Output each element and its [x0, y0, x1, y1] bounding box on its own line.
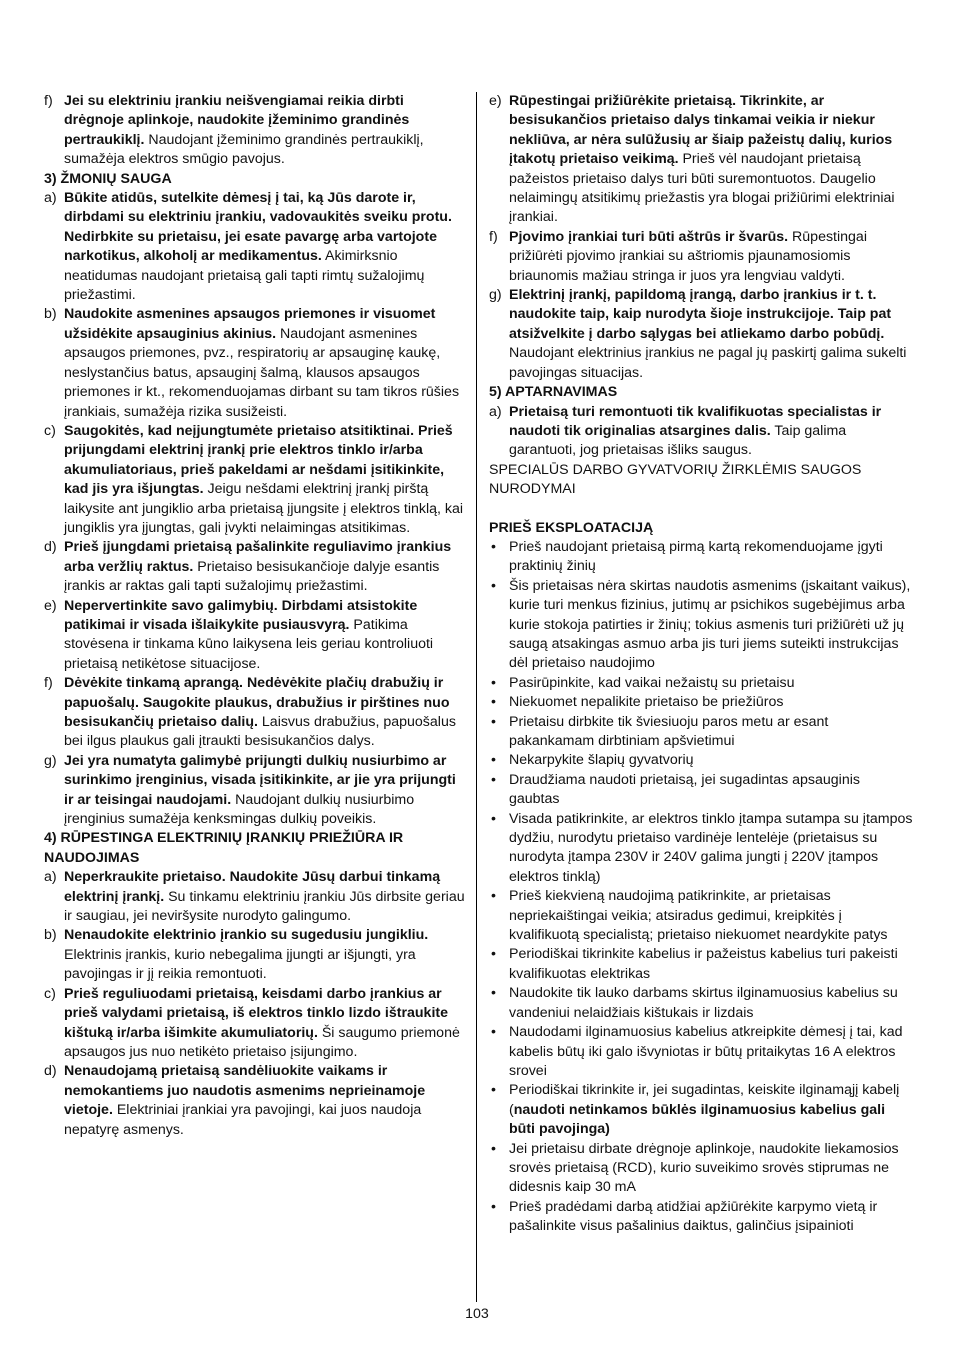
item-plain-text: Prietaiso besisukančioje dalyje esantis įrankis ar raktas gali tapti sužalojimų priežastimi.: [64, 558, 440, 595]
instruction-item: [44, 674, 466, 752]
bullet-text: [509, 1023, 913, 1081]
item-plain-text: Taip galima garantuoti, jog prietaisas išliks saugus.: [509, 422, 847, 459]
bullet-icon: •: [491, 946, 496, 963]
bullet-item: [489, 538, 913, 577]
item-text: [64, 1062, 466, 1140]
bullet-plain-text: Periodiškai tikrinkite kabelius ir pažeistus kabelius turi pakeisti kvalifikuotas elektrikas: [509, 946, 898, 982]
item-text: [64, 926, 466, 984]
bullet-plain-text: Draudžiama naudoti prietaisą, jei sugadintas apsauginis gaubtas: [509, 771, 860, 808]
item-plain-text: Naudojant asmenines apsaugos priemones, pvz., respiratorių ar apsauginę kaukę, neslystančius batus, apsauginį šalmą, klausos apsaugos priemones ir kt., rekomenduojamas dirbant su tam tikros rūšies įrankiais, sumažėja rizika susižeisti.: [64, 325, 460, 420]
bullet-plain-text: Periodiškai tikrinkite ir, jei sugadintas, keiskite ilginamąjį kabelį (: [509, 1082, 900, 1118]
item-marker: e): [489, 93, 502, 109]
item-marker: d): [44, 539, 57, 556]
bullet-plain-text: Pasirūpinkite, kad vaikai nežaistų su prietaisu: [509, 674, 795, 691]
bullet-bold-text: naudoti netinkamos būklės ilginamuosius kabelius gali būti pavojinga): [509, 1101, 886, 1138]
item-text: [64, 868, 466, 926]
bullet-item: [489, 1023, 913, 1081]
bullet-item: [489, 693, 913, 712]
bullet-text: [509, 984, 913, 1023]
bullet-plain-text: Prietaisu dirbkite tik šviesiuoju paros metu ar esant pakankamam dirbtiniam apšvietimui: [509, 713, 829, 749]
instruction-item: [44, 752, 466, 830]
bullet-plain-text: Visada patikrinkite, ar elektros tinklo įtampa sutampa su įtampos dydžiu, nurodytu prietaiso vardinėje lentelėje (prietaisus su nurodyta įtampa 230V ir 240V galima jungti į 220V įtampos elektros tinklą): [509, 810, 913, 885]
item-plain-text: Patikima stovėsena ir tinkama kūno laikysena leis geriau kontroliuoti prietaisą netikėtose situacijose.: [64, 616, 434, 672]
item-plain-text: Naudojant elektrinius įrankius ne pagal jų paskirtį galima sukelti pavojingas situacijas.: [509, 345, 907, 381]
item-marker: b): [44, 306, 57, 323]
item-bold-text: Saugokitės, kad neįjungtumėte prietaiso atsitiktinai. Prieš prijungdami elektrinį įrankį prie elektros tinklo ir/arba akumuliatoriaus, prieš pakeldami ar nešdami įsitikinkite, kad jis yra išjungtas.: [64, 422, 453, 498]
item-bold-text: Rūpestingai prižiūrėkite prietaisą. Tikrinkite, ar besisukančios prietaiso dalys tinkamai veikia ir niekur nekliūva, ar nėra sulūžusių ar šiaip pažeistų dalių, kurios įtakotų prietaiso veikimą.: [509, 93, 893, 168]
bullet-icon: •: [491, 577, 496, 594]
item-plain-text: Prieš vėl naudojant prietaisą pažeistos prietaiso dalys turi būti suremontuotos. Daugelio nelaimingų atsitikimų priežastis yra blogai prižiūrimi elektriniai įrankiai.: [509, 151, 895, 226]
instruction-item: [489, 403, 913, 461]
item-text: [64, 189, 466, 305]
bullet-icon: •: [491, 538, 496, 555]
item-bold-text: Prietaisą turi remontuoti tik kvalifikuotas specialistas ir naudoti tik originalias atsargines dalis.: [509, 403, 882, 439]
bullet-text: [509, 1140, 913, 1198]
item-marker: d): [44, 1063, 57, 1080]
item-bold-text: Nenaudokite elektrinio įrankio su sugedusiu jungikliu.: [64, 927, 429, 944]
instruction-item: [44, 926, 466, 984]
item-marker: c): [44, 985, 56, 1002]
item-bold-text: Pjovimo įrankiai turi būti aštrūs ir švarūs.: [509, 228, 789, 245]
bullet-text: [509, 538, 913, 577]
item-marker: f): [44, 675, 53, 692]
section-heading: 4) RŪPESTINGA ELEKTRINIŲ ĮRANKIŲ PRIEŽIŪRA IR NAUDOJIMAS: [44, 830, 404, 866]
column-divider: [476, 92, 477, 1302]
bullet-text: [509, 887, 913, 945]
item-marker: a): [44, 869, 57, 886]
bullet-icon: •: [491, 694, 496, 711]
item-bold-text: Būkite atidūs, sutelkite dėmesį į tai, ką Jūs darote ir, dirbdami su elektriniu įrankiu, vadovaukitės sveiku protu. Nedirbkite su prietaisu, jei esate pavargę arba vartojote narkotikus, alkoholį ar medikamentus.: [64, 190, 452, 265]
bullet-text: [509, 577, 913, 674]
item-bold-text: Prieš įjungdami prietaisą pašalinkite reguliavimo įrankius arba veržlių raktus.: [64, 539, 452, 575]
bullet-item: [489, 945, 913, 984]
bullet-text: [509, 1198, 913, 1237]
instruction-item: [44, 422, 466, 538]
bullet-item: [489, 810, 913, 888]
item-text: [509, 92, 913, 228]
bullet-text: [509, 810, 913, 888]
bullet-icon: •: [491, 1082, 496, 1099]
item-bold-text: Dėvėkite tinkamą aprangą. Nedėvėkite plačių drabužių ir papuošalų. Saugokite plaukus, drabužius ir pirštines nuo besisukančių prietaiso dalių.: [64, 675, 450, 730]
item-text: [64, 752, 466, 830]
item-bold-text: Nenaudojamą prietaisą sandėliuokite vaikams ir nemokantiems juo naudotis asmenims neprieinamoje vietoje.: [64, 1063, 426, 1119]
bullet-icon: •: [491, 985, 496, 1002]
section-title: SPECIALŪS DARBO GYVATVORIŲ ŽIRKLĖMIS SAUGOS NURODYMAI: [489, 461, 862, 498]
item-marker: f): [489, 228, 498, 245]
bullet-text: [509, 713, 913, 752]
instruction-item: [44, 1062, 466, 1140]
item-marker: c): [44, 422, 56, 439]
bullet-plain-text: Naudodami ilginamuosius kabelius atkreipkite dėmesį į tai, kad kabelis būtų iki galo išvyniotas ir būtų pritaikytas 16 A elektros srovei: [509, 1024, 903, 1079]
bullet-plain-text: Prieš naudojant prietaisą pirmą kartą rekomenduojame įgyti praktinių žinių: [509, 538, 883, 575]
item-marker: b): [44, 927, 57, 944]
bullet-plain-text: Prieš pradėdami darbą atidžiai apžiūrėkite karpymo vietą ir pašalinkite visus pašalinius daiktus, galinčius įsipainioti: [509, 1198, 878, 1235]
bullet-plain-text: Niekuomet nepalikite prietaiso be priežiūros: [509, 694, 784, 711]
item-bold-text: Prieš reguliuodami prietaisą, keisdami darbo įrankius ar prieš valydami prietaisą, iš elektros tinklo lizdo ištraukite kištuką ir/arba išimkite akumuliatorių.: [64, 985, 448, 1041]
bullet-plain-text: Naudokite tik lauko darbams skirtus ilginamuosius kabelius su vandeniui nelaidžiais kištukais ir lizdais: [509, 985, 898, 1021]
bullet-text: [509, 945, 913, 984]
item-text: [64, 597, 466, 675]
instruction-item: [44, 92, 466, 170]
bullet-text: [509, 693, 913, 712]
bullet-text: [509, 751, 913, 770]
right-column: [489, 92, 913, 1237]
bullet-item: [489, 1081, 913, 1139]
item-text: [64, 985, 466, 1063]
instruction-item: [44, 985, 466, 1063]
bullet-icon: •: [491, 713, 496, 730]
item-text: [64, 92, 466, 170]
bullet-icon: •: [491, 1198, 496, 1215]
item-text: [64, 538, 466, 596]
page-number: 103: [465, 1306, 489, 1322]
bullet-text: [509, 1081, 913, 1139]
item-marker: g): [489, 287, 502, 304]
bullet-item: [489, 751, 913, 770]
item-marker: e): [44, 597, 57, 614]
bullet-icon: •: [491, 1140, 496, 1157]
section-heading: 5) APTARNAVIMAS: [489, 384, 618, 401]
left-column: [44, 92, 466, 1140]
item-plain-text: Jeigu nešdami elektrinį įrankį pirštą laikysite ant jungiklio arba prietaisą įjungsite į elektros tinklą, kai jungiklis yra įjungtas, gali įvykti nelaimingas atsitikimas.: [64, 481, 464, 536]
item-plain-text: Su tinkamu elektriniu įrankiu Jūs dirbsite geriau ir saugiau, jei neviršysite nurodyto galingumo.: [64, 888, 465, 925]
item-text: [509, 286, 913, 383]
bullet-icon: •: [491, 1024, 496, 1041]
item-bold-text: Jei su elektriniu įrankiu neišvengiamai reikia dirbti drėgnoje aplinkoje, naudokite įžeminimo grandinės pertraukiklį.: [64, 93, 410, 148]
item-text: [509, 403, 913, 461]
item-plain-text: Laisvus drabužius, papuošalus bei ilgus plaukus gali įtraukti besisukančios dalys.: [64, 714, 456, 750]
bullet-icon: •: [491, 888, 496, 905]
subsection-title: PRIEŠ EKSPLOATACIJĄ: [489, 519, 654, 536]
instruction-item: [489, 286, 913, 383]
item-text: [64, 422, 466, 538]
item-plain-text: Elektriniai įrankiai yra pavojingi, kai juos naudoja nepatyrę asmenys.: [64, 1102, 422, 1138]
instruction-item: [44, 189, 466, 305]
bullet-text: [509, 771, 913, 810]
item-plain-text: Ši saugumo priemonė apsaugos jus nuo netikėto prietaiso įsijungimo.: [64, 1024, 460, 1060]
bullet-text: [509, 674, 913, 693]
instruction-item: [44, 868, 466, 926]
item-marker: a): [44, 190, 57, 207]
bullet-plain-text: Prieš kiekvieną naudojimą patikrinkite, ar prietaisas nepriekaištingai veikia; atsiradus gedimui, kreipkitės į kvalifikuotą specialistą; prietaiso niekuomet neardykite patys: [509, 888, 888, 944]
bullet-item: [489, 1140, 913, 1198]
bullet-item: [489, 1198, 913, 1237]
item-bold-text: Naudokite asmenines apsaugos priemones ir visuomet užsidėkite apsauginius akinius.: [64, 306, 436, 342]
section-heading: 3) ŽMONIŲ SAUGA: [44, 170, 172, 187]
bullet-item: [489, 771, 913, 810]
item-text: [64, 674, 466, 752]
item-plain-text: Naudojant įžeminimo grandinės pertraukiklį, sumažėja elektros smūgio pavojus.: [64, 131, 424, 168]
item-bold-text: Elektrinį įrankį, papildomą įrangą, darbo įrankius ir t. t. naudokite taip, kaip nurodyta šioje instrukcijoje. Taip pat atsižvelkite į darbo sąlygas bei atliekamo darbo pobūdį.: [509, 287, 892, 342]
item-text: [509, 228, 913, 286]
bullet-icon: •: [491, 771, 496, 788]
bullet-item: [489, 887, 913, 945]
instruction-item: [44, 597, 466, 675]
item-marker: f): [44, 93, 53, 109]
bullet-item: [489, 713, 913, 752]
item-bold-text: Neperkraukite prietaiso. Naudokite Jūsų darbui tinkamą elektrinį įrankį.: [64, 869, 441, 905]
item-marker: g): [44, 752, 57, 769]
bullet-plain-text: Nekarpykite šlapių gyvatvorių: [509, 752, 694, 769]
item-text: [64, 305, 466, 421]
instruction-item: [44, 538, 466, 596]
bullet-plain-text: Šis prietaisas nėra skirtas naudotis asmenims (įskaitant vaikus), kurie turi menkus fizinius, jutimų ar psichikos sugebėjimus arba kurie stokoja patirties ir žinių; tokius asmenis turi prižiūrėti už jų saugą atsakingas asmuo arba jis turi jiems suteikti instrukcijas dėl prietaiso naudojimo: [509, 577, 911, 672]
item-plain-text: Naudojant dulkių nusiurbimo įrenginius sumažėja kenksmingas dulkių poveikis.: [64, 791, 415, 828]
bullet-icon: •: [491, 752, 496, 769]
item-bold-text: Nepervertinkite savo galimybių. Dirbdami atsistokite patikimai ir visada išlaikykite pusiausvyrą.: [64, 597, 418, 633]
item-plain-text: Akimirksnio neatidumas naudojant prietaisą gali tapti rimtų sužalojimų priežastimi.: [64, 248, 425, 304]
item-plain-text: Elektrinis įrankis, kurio nebegalima įjungti ar išjungti, yra pavojingas ir jį reikia remontuoti.: [64, 946, 416, 983]
instruction-item: [489, 228, 913, 286]
bullet-icon: •: [491, 810, 496, 827]
bullet-icon: •: [491, 674, 496, 691]
bullet-item: [489, 674, 913, 693]
item-plain-text: Rūpestingai prižiūrėti pjovimo įrankiai su aštriomis pjaunamosiomis briaunomis mažiau stringa ir juos yra lengviau valdyti.: [509, 228, 867, 284]
instruction-item: [489, 92, 913, 228]
bullet-item: [489, 577, 913, 674]
item-bold-text: Jei yra numatyta galimybė prijungti dulkių nusiurbimo ar surinkimo įrenginius, visada įsitikinkite, ar jie yra prijungti ir ar teisingai naudojami.: [64, 752, 456, 808]
item-marker: a): [489, 403, 502, 420]
bullet-item: [489, 984, 913, 1023]
bullet-plain-text: Jei prietaisu dirbate drėgnoje aplinkoje, naudokite liekamosios srovės prietaisą (RCD), kurio suveikimo srovės stiprumas ne didesnis kaip 30 mA: [509, 1140, 899, 1196]
instruction-item: [44, 305, 466, 421]
